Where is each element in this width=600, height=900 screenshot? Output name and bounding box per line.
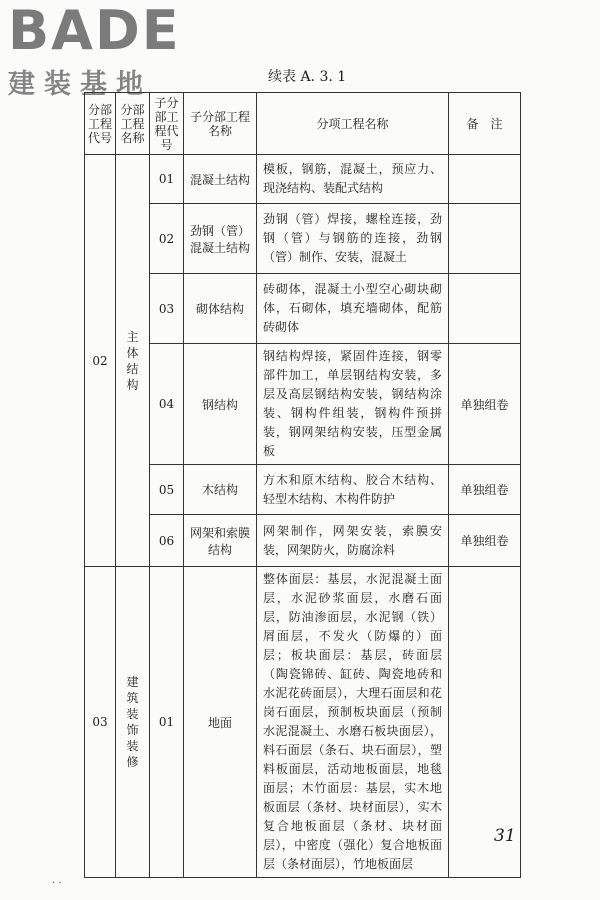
remark-cell xyxy=(449,204,521,274)
table-caption: 续表 A. 3. 1 xyxy=(268,69,347,85)
division-code: 02 xyxy=(85,155,116,567)
header-items: 分项工程名称 xyxy=(257,93,449,155)
division-code: 03 xyxy=(85,567,116,878)
table-row xyxy=(85,204,521,274)
table-row xyxy=(85,465,521,515)
subdivision-name: 木结构 xyxy=(184,465,257,515)
footer-marks: · · xyxy=(52,878,62,889)
items-text: 劲钢（管）焊接，螺栓连接，劲钢（管）与钢筋的连接，劲钢（管）制作、安装，混凝土 xyxy=(257,204,449,274)
subdivision-name: 钢结构 xyxy=(184,344,257,465)
table-header-row xyxy=(85,93,521,155)
table-row xyxy=(85,274,521,344)
logo-brand-en: BADE xyxy=(8,0,181,62)
header-subdivision-code: 子分部工程代号 xyxy=(150,93,184,155)
remark-cell xyxy=(449,155,521,204)
remark-cell xyxy=(449,274,521,344)
table-row xyxy=(85,155,521,204)
subdivision-code: 01 xyxy=(150,567,184,878)
header-subdivision-name: 子分部工程名称 xyxy=(184,93,257,155)
subdivision-code: 05 xyxy=(150,465,184,515)
subdivision-name: 砌体结构 xyxy=(184,274,257,344)
subdivision-code: 01 xyxy=(150,155,184,204)
items-text: 模板，钢筋，混凝土，预应力、现浇结构、装配式结构 xyxy=(257,155,449,204)
subdivision-code: 02 xyxy=(150,204,184,274)
subdivision-table xyxy=(84,92,521,878)
division-name: 建筑装饰装修 xyxy=(116,567,150,878)
table-row xyxy=(85,515,521,567)
subdivision-code: 04 xyxy=(150,344,184,465)
table-row xyxy=(85,567,521,878)
division-name: 主体结构 xyxy=(116,155,150,567)
logo-brand-cn: 建装基地 xyxy=(8,69,152,100)
subdivision-name: 劲钢（管）混凝土结构 xyxy=(184,204,257,274)
items-text: 砖砌体，混凝土小型空心砌块砌体，石砌体，填充墙砌体，配筋砖砌体 xyxy=(257,274,449,344)
items-text: 方木和原木结构、胶合木结构、轻型木结构、木构件防护 xyxy=(257,465,449,515)
subdivision-name: 混凝土结构 xyxy=(184,155,257,204)
header-remark: 备 注 xyxy=(449,93,521,155)
subdivision-name: 地面 xyxy=(184,567,257,878)
watermark-logo xyxy=(8,0,181,101)
items-text: 整体面层：基层，水泥混凝土面层，水泥砂浆面层，水磨石面层，防油渗面层，水泥钢（铁）屑面层，不发火（防爆的）面层；板块面层：基层，砖面层（陶瓷锦砖、缸砖、陶瓷地砖和水泥花砖面层），大理石面层和花岗石面层，预制板块面层（预制水泥混凝土、水磨石板块面层），料石面层（条石、块石面层），塑料板面层，活动地板面层，地毯面层；木竹面层：基层，实木地板面层（条材、块材面层），实木复合地板面层（条材、块材面层），中密度（强化）复合地板面层（条材面层），竹地板面层 xyxy=(257,567,449,878)
remark-cell: 单独组卷 xyxy=(449,344,521,465)
subdivision-code: 03 xyxy=(150,274,184,344)
remark-cell: 单独组卷 xyxy=(449,515,521,567)
subdivision-name: 网架和索膜结构 xyxy=(184,515,257,567)
remark-cell: 单独组卷 xyxy=(449,465,521,515)
header-division-name: 分部工程名称 xyxy=(116,93,150,155)
header-division-code: 分部工程代号 xyxy=(85,93,116,155)
items-text: 网架制作，网架安装，索膜安装，网架防火，防腐涂料 xyxy=(257,515,449,567)
items-text: 钢结构焊接，紧固件连接，钢零部件加工，单层钢结构安装，多层及高层钢结构安装，钢结构涂装、钢构件组装，钢构件预拼装，钢网架结构安装，压型金属板 xyxy=(257,344,449,465)
page-number: 31 xyxy=(494,826,516,846)
table-row xyxy=(85,344,521,465)
subdivision-code: 06 xyxy=(150,515,184,567)
